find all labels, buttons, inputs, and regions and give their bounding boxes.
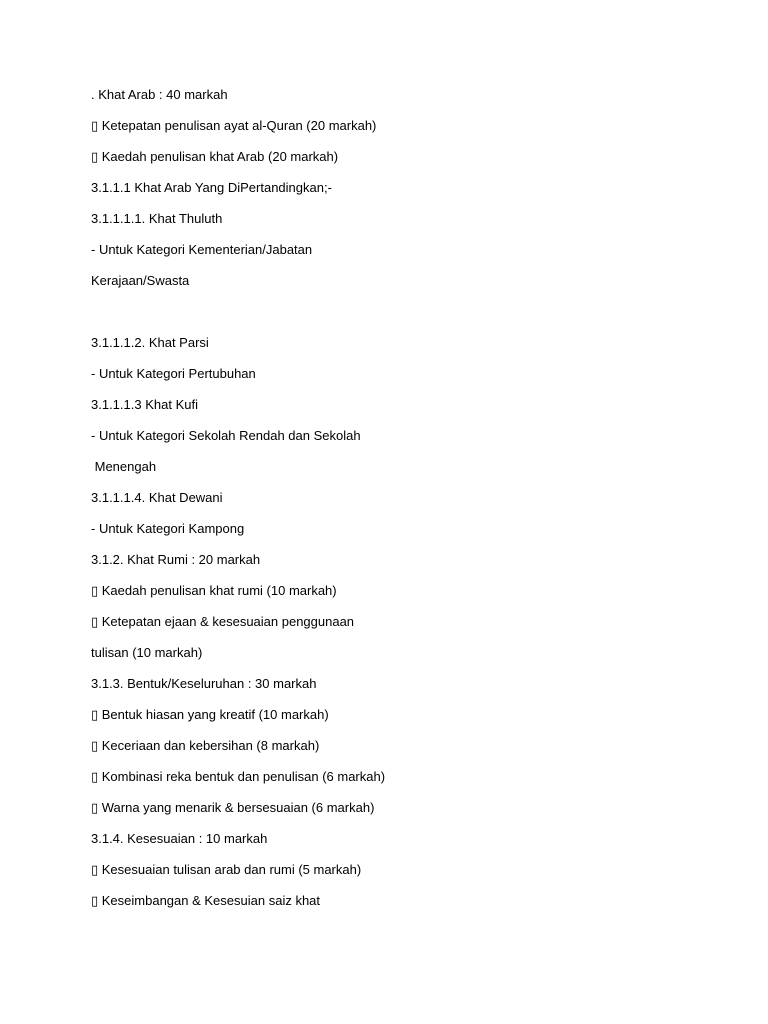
- text-line-6: - Untuk Kategori Kementerian/Jabatan: [91, 242, 313, 257]
- text-line-13: Menengah: [91, 459, 157, 474]
- text-line-5: 3.1.1.1.1. Khat Thuluth: [91, 211, 223, 226]
- text-line-4: 3.1.1.1 Khat Arab Yang DiPertandingkan;-: [91, 180, 332, 195]
- text-line-23: ▯ Kombinasi reka bentuk dan penulisan (6 markah): [91, 769, 386, 784]
- text-line-15: - Untuk Kategori Kampong: [91, 521, 245, 536]
- text-line-16: 3.1.2. Khat Rumi : 20 markah: [91, 552, 261, 567]
- text-line-10: - Untuk Kategori Pertubuhan: [91, 366, 256, 381]
- text-line-22: ▯ Keceriaan dan kebersihan (8 markah): [91, 738, 320, 753]
- text-line-9: 3.1.1.1.2. Khat Parsi: [91, 335, 209, 350]
- text-line-14: 3.1.1.1.4. Khat Dewani: [91, 490, 223, 505]
- text-line-20: 3.1.3. Bentuk/Keseluruhan : 30 markah: [91, 676, 317, 691]
- blank-line: [91, 302, 711, 333]
- text-line-19: tulisan (10 markah): [91, 645, 203, 660]
- text-line-21: ▯ Bentuk hiasan yang kreatif (10 markah): [91, 707, 329, 722]
- text-line-27: ▯ Keseimbangan & Kesesuian saiz khat: [91, 893, 321, 908]
- text-line-1: . Khat Arab : 40 markah: [91, 87, 228, 102]
- document-body: [91, 85, 711, 922]
- text-line-18: ▯ Ketepatan ejaan & kesesuaian penggunaan: [91, 614, 355, 629]
- text-line-7: Kerajaan/Swasta: [91, 273, 190, 288]
- text-line-12: - Untuk Kategori Sekolah Rendah dan Sekolah: [91, 428, 361, 443]
- text-line-2: ▯ Ketepatan penulisan ayat al-Quran (20 markah): [91, 118, 377, 133]
- text-line-17: ▯ Kaedah penulisan khat rumi (10 markah): [91, 583, 337, 598]
- text-line-24: ▯ Warna yang menarik & bersesuaian (6 markah): [91, 800, 375, 815]
- text-line-25: 3.1.4. Kesesuaian : 10 markah: [91, 831, 268, 846]
- text-line-26: ▯ Kesesuaian tulisan arab dan rumi (5 markah): [91, 862, 362, 877]
- text-line-11: 3.1.1.1.3 Khat Kufi: [91, 397, 198, 412]
- text-line-3: ▯ Kaedah penulisan khat Arab (20 markah): [91, 149, 339, 164]
